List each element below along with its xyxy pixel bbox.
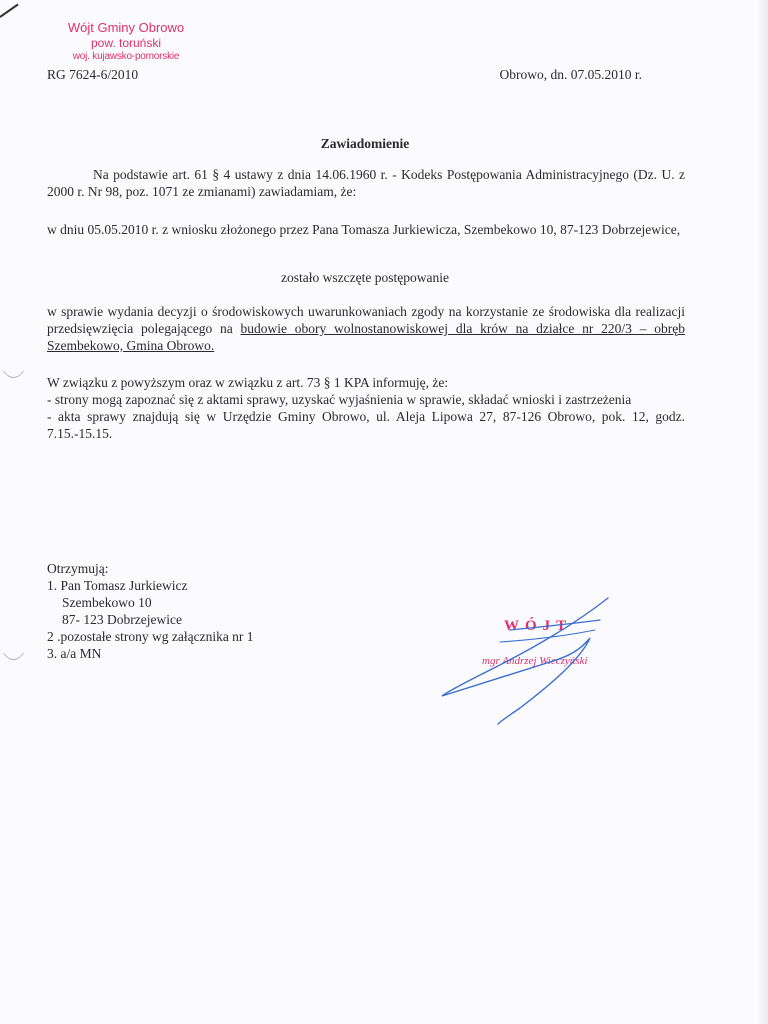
- recipients-heading: Otrzymują:: [47, 561, 109, 576]
- proceedings-initiated: zostało wszczęte postępowanie: [281, 270, 449, 285]
- place-date: Obrowo, dn. 07.05.2010 r.: [499, 67, 642, 82]
- corner-pen-mark: [0, 4, 19, 18]
- recipient-1-city: 87- 123 Dobrzejewice: [62, 612, 182, 627]
- info-intro: W związku z powyższym oraz w związku z art. 73 § 1 KPA informuję, że:: [47, 375, 449, 390]
- stamp-line-2: pow. toruński: [90, 36, 162, 51]
- recipients-list: [47, 560, 254, 662]
- office-stamp: [56, 20, 196, 64]
- handwritten-signature: [430, 590, 630, 730]
- signature-stamp-title: WÓJT: [504, 618, 573, 634]
- subject-text: w sprawie wydania decyzji o środowiskowych uwarunkowaniach zgody na korzystanie ze środowiska dla realizacji przedsięwzięcia polegającego na: [47, 304, 685, 336]
- recipient-1-street: Szembekowo 10: [62, 595, 152, 610]
- stamp-line-3: woj. kujawsko-pomorskie: [72, 51, 180, 63]
- recipient-1: 1. Pan Tomasz Jurkiewicz: [47, 578, 188, 593]
- info-item-1: - strony mogą zapoznać się z aktami sprawy, uzyskać wyjaśnienia w sprawie, składać wnioski i zastrzeżenia: [47, 392, 632, 407]
- paragraph-information: [47, 374, 685, 442]
- punch-hole-mark: [3, 643, 24, 664]
- subject-underlined: budowie obory wolnostanowiskowej dla krów na działce nr 220/3 – obręb Szembekowo, Gmina Obrowo.: [47, 321, 685, 353]
- punch-hole-mark: [3, 361, 24, 382]
- info-item-2: - akta sprawy znajdują się w Urzędzie Gminy Obrowo, ul. Aleja Lipowa 27, 87-126 Obrowo, pok. 12, godz. 7.15.-15.15.: [47, 409, 685, 441]
- reference-number: RG 7624-6/2010: [47, 67, 139, 82]
- paragraph-legal-basis: Na podstawie art. 61 § 4 ustawy z dnia 14.06.1960 r. - Kodeks Postępowania Administracyjnego (Dz. U. z 2000 r. Nr 98, poz. 1071 ze zmianami) zawiadamiam, że:: [47, 167, 685, 199]
- stamp-line-1: Wójt Gminy Obrowo: [67, 20, 185, 35]
- paragraph-application: w dniu 05.05.2010 r. z wniosku złożonego przez Pana Tomasza Jurkiewicza, Szembekowo 10, 87-123 Dobrzejewice,: [47, 222, 681, 237]
- page-edge-shadow: [754, 0, 768, 1024]
- paragraph-subject: [47, 303, 685, 354]
- recipient-3: 3. a/a MN: [47, 646, 102, 661]
- signature-stamp-name: mgr Andrzej Wieczyński: [482, 655, 588, 667]
- recipient-2: 2 .pozostałe strony wg załącznika nr 1: [47, 629, 254, 644]
- document-title: Zawiadomienie: [320, 136, 410, 151]
